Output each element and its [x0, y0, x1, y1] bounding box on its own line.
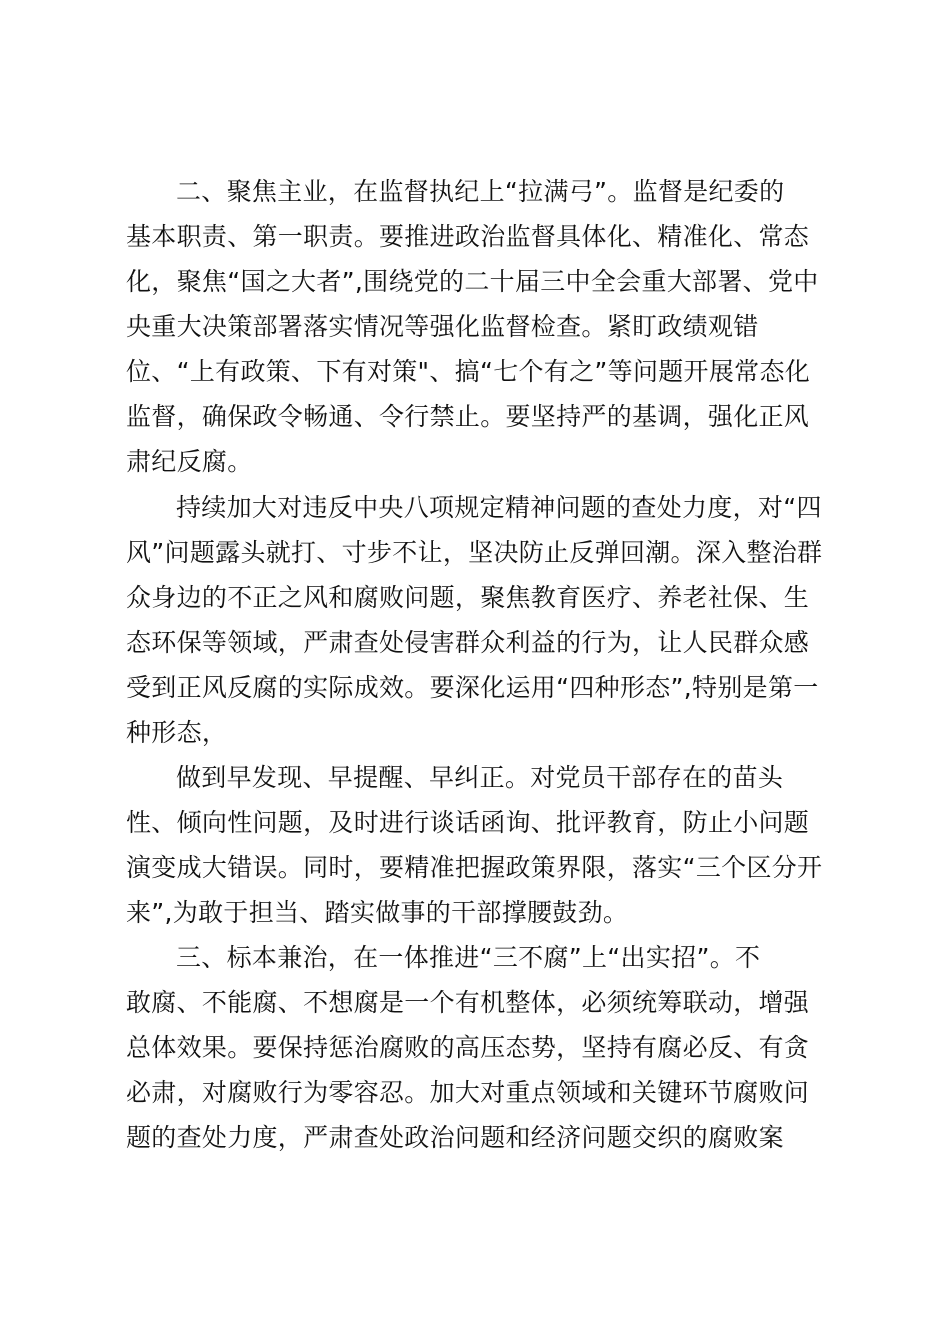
text-line: 演变成大错误。同时，要精准把握政策界限，落实“三个区分开 — [126, 853, 823, 882]
text-line: 来”,为敢于担当、踏实做事的干部撑腰鼓劲。 — [126, 898, 629, 927]
text-line: 种形态， — [126, 718, 228, 747]
text-line: 化，聚焦“国之大者”,围绕党的二十届三中全会重大部署、党中 — [126, 267, 819, 296]
text-line: 总体效果。要保持惩治腐败的高压态势，坚持有腐必反、有贪 — [126, 1033, 810, 1062]
text-line: 基本职责、第一职责。要推进政治监督具体化、精准化、常态 — [126, 222, 810, 251]
text-line: 态环保等领域，严肃查处侵害群众利益的行为，让人民群众感 — [126, 628, 810, 657]
text-line: 做到早发现、早提醒、早纠正。对党员干部存在的苗头 — [176, 763, 784, 792]
text-line: 三、标本兼治，在一体推进“三不腐”上“出实招”。不 — [176, 943, 761, 972]
text-line: 位、“上有政策、下有对策"、搞“七个有之”等问题开展常态化 — [126, 357, 811, 386]
text-line: 受到正风反腐的实际成效。要深化运用“四种形态”,特别是第一 — [126, 673, 819, 702]
text-line: 众身边的不正之风和腐败问题，聚焦教育医疗、养老社保、生 — [126, 583, 810, 612]
text-line: 必肃，对腐败行为零容忍。加大对重点领域和关键环节腐败问 — [126, 1078, 810, 1107]
text-line: 题的查处力度，严肃查处政治问题和经济问题交织的腐败案 — [126, 1123, 784, 1152]
text-line: 二、聚焦主业，在监督执纪上“拉满弓”。监督是纪委的 — [176, 177, 785, 206]
text-line: 风”问题露头就打、寸步不让，坚决防止反弹回潮。深入整治群 — [126, 538, 823, 567]
text-line: 敢腐、不能腐、不想腐是一个有机整体，必须统筹联动，增强 — [126, 988, 810, 1017]
text-line: 持续加大对违反中央八项规定精神问题的查处力度，对“四 — [176, 493, 822, 522]
text-line: 监督，确保政令畅通、令行禁止。要坚持严的基调，强化正风 — [126, 402, 810, 431]
text-line: 性、倾向性问题，及时进行谈话函询、批评教育，防止小问题 — [126, 808, 810, 837]
text-line: 肃纪反腐。 — [126, 447, 253, 476]
text-line: 央重大决策部署落实情况等强化监督检查。紧盯政绩观错 — [126, 312, 759, 341]
